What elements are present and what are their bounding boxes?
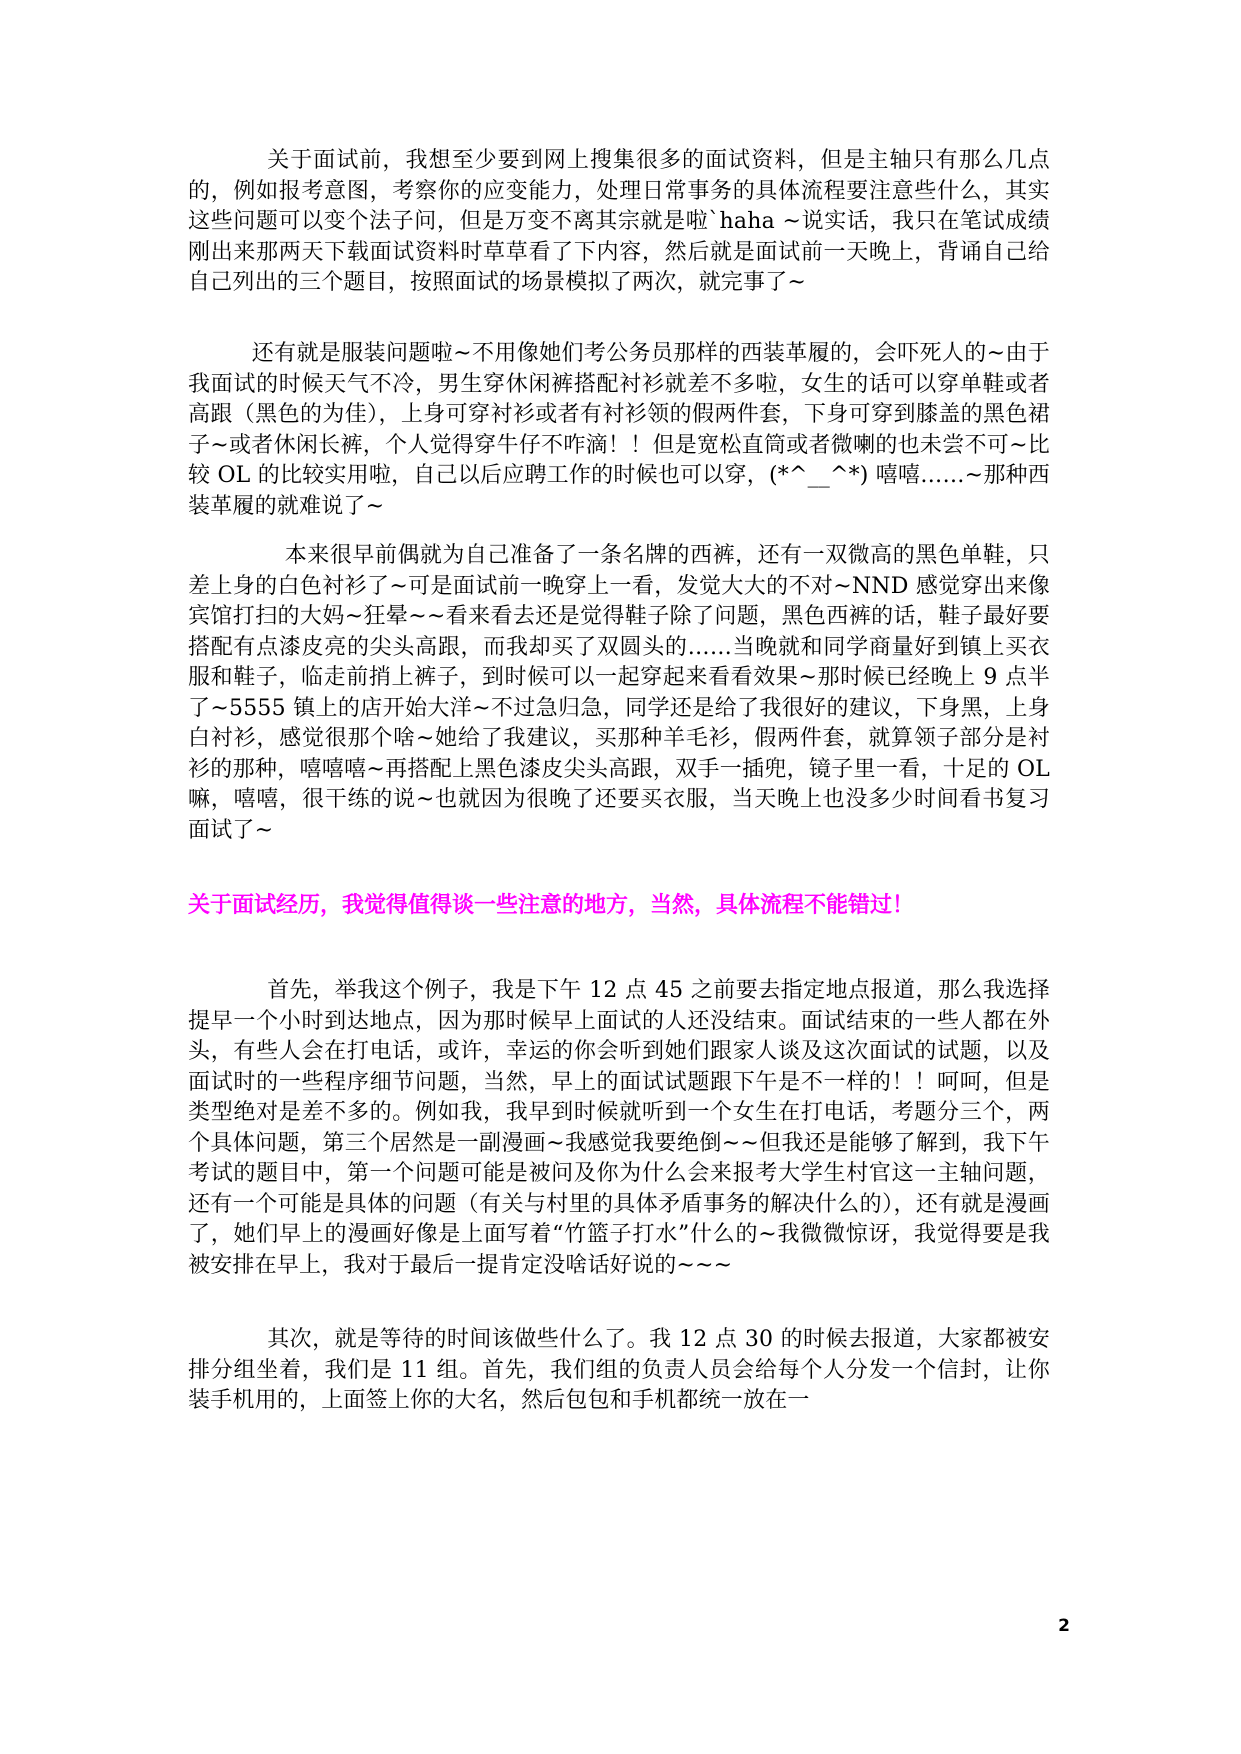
page-number: 2	[1058, 1616, 1070, 1636]
paragraph-buying-clothes: 本来很早前偶就为自己准备了一条名牌的西裤，还有一双微高的黑色单鞋，只差上身的白色衬衫了~可是面试前一晚穿上一看，发觉大大的不对~NND 感觉穿出来像宾馆打扫的大妈~狂晕~~看来看去还是觉得鞋子除了问题，黑色西裤的话，鞋子最好要搭配有点漆皮亮的尖头高跟，而我却买了双圆头的……当晚就和同学商量好到镇上买衣服和鞋子，临走前捎上裤子，到时候可以一起穿起来看看效果~那时候已经晚上 9 点半了~5555 镇上的店开始大洋~不过急归急，同学还是给了我很好的建议，下身黑，上身白衬衫，感觉很那个啥~她给了我建议，买那种羊毛衫，假两件套，就算领子部分是衬衫的那种，嘻嘻嘻~再搭配上黑色漆皮尖头高跟，双手一插兜，镜子里一看，十足的 OL 嘛，嘻嘻，很干练的说~也就因为很晚了还要买衣服，当天晚上也没多少时间看书复习面试了~	[188, 543, 1050, 843]
paragraph-interview-experience: 首先，举我这个例子，我是下午 12 点 45 之前要去指定地点报道，那么我选择提早一个小时到达地点，因为那时候早上面试的人还没结束。面试结束的一些人都在外头，有些人会在打电话，或许，幸运的你会听到她们跟家人谈及这次面试的试题，以及面试时的一些程序细节问题，当然，早上的面试试题跟下午是不一样的！！呵呵，但是类型绝对是差不多的。例如我，我早到时候就听到一个女生在打电话，考题分三个，两个具体问题，第三个居然是一副漫画~我感觉我要绝倒~~但我还是能够了解到，我下午考试的题目中，第一个问题可能是被问及你为什么会来报考大学生村官这一主轴问题，还有一个可能是具体的问题（有关与村里的具体矛盾事务的解决什么的），还有就是漫画了，她们早上的漫画好像是上面写着“竹篮子打水”什么的~我微微惊讶，我觉得要是我被安排在早上，我对于最后一提肯定没啥话好说的~~~	[188, 978, 1050, 1278]
section-heading: 关于面试经历，我觉得值得谈一些注意的地方，当然，具体流程不能错过！	[188, 892, 915, 918]
paragraph-clothing-advice: 还有就是服装问题啦~不用像她们考公务员那样的西装革履的，会吓死人的~由于我面试的时候天气不冷，男生穿休闲裤搭配衬衫就差不多啦，女生的话可以穿单鞋或者高跟（黑色的为佳），上身可穿衬衫或者有衬衫领的假两件套，下身可穿到膝盖的黑色裙子~或者休闲长裤，个人觉得穿牛仔不咋滴！！但是宽松直筒或者微喇的也未尝不可~比较 OL 的比较实用啦，自己以后应聘工作的时候也可以穿，(*^__^*) 嘻嘻……~那种西装革履的就难说了~	[188, 341, 1050, 519]
paragraph-waiting-time: 其次，就是等待的时间该做些什么了。我 12 点 30 的时候去报道，大家都被安排分组坐着，我们是 11 组。首先，我们组的负责人员会给每个人分发一个信封，让你装手机用的，上面签上你的大名，然后包包和手机都统一放在一	[188, 1327, 1050, 1413]
paragraph-interview-preparation: 关于面试前，我想至少要到网上搜集很多的面试资料，但是主轴只有那么几点的，例如报考意图，考察你的应变能力，处理日常事务的具体流程要注意些什么，其实这些问题可以变个法子问，但是万变不离其宗就是啦`haha ~说实话，我只在笔试成绩刚出来那两天下载面试资料时草草看了下内容，然后就是面试前一天晚上，背诵自己给自己列出的三个题目，按照面试的场景模拟了两次，就完事了~	[188, 148, 1050, 295]
